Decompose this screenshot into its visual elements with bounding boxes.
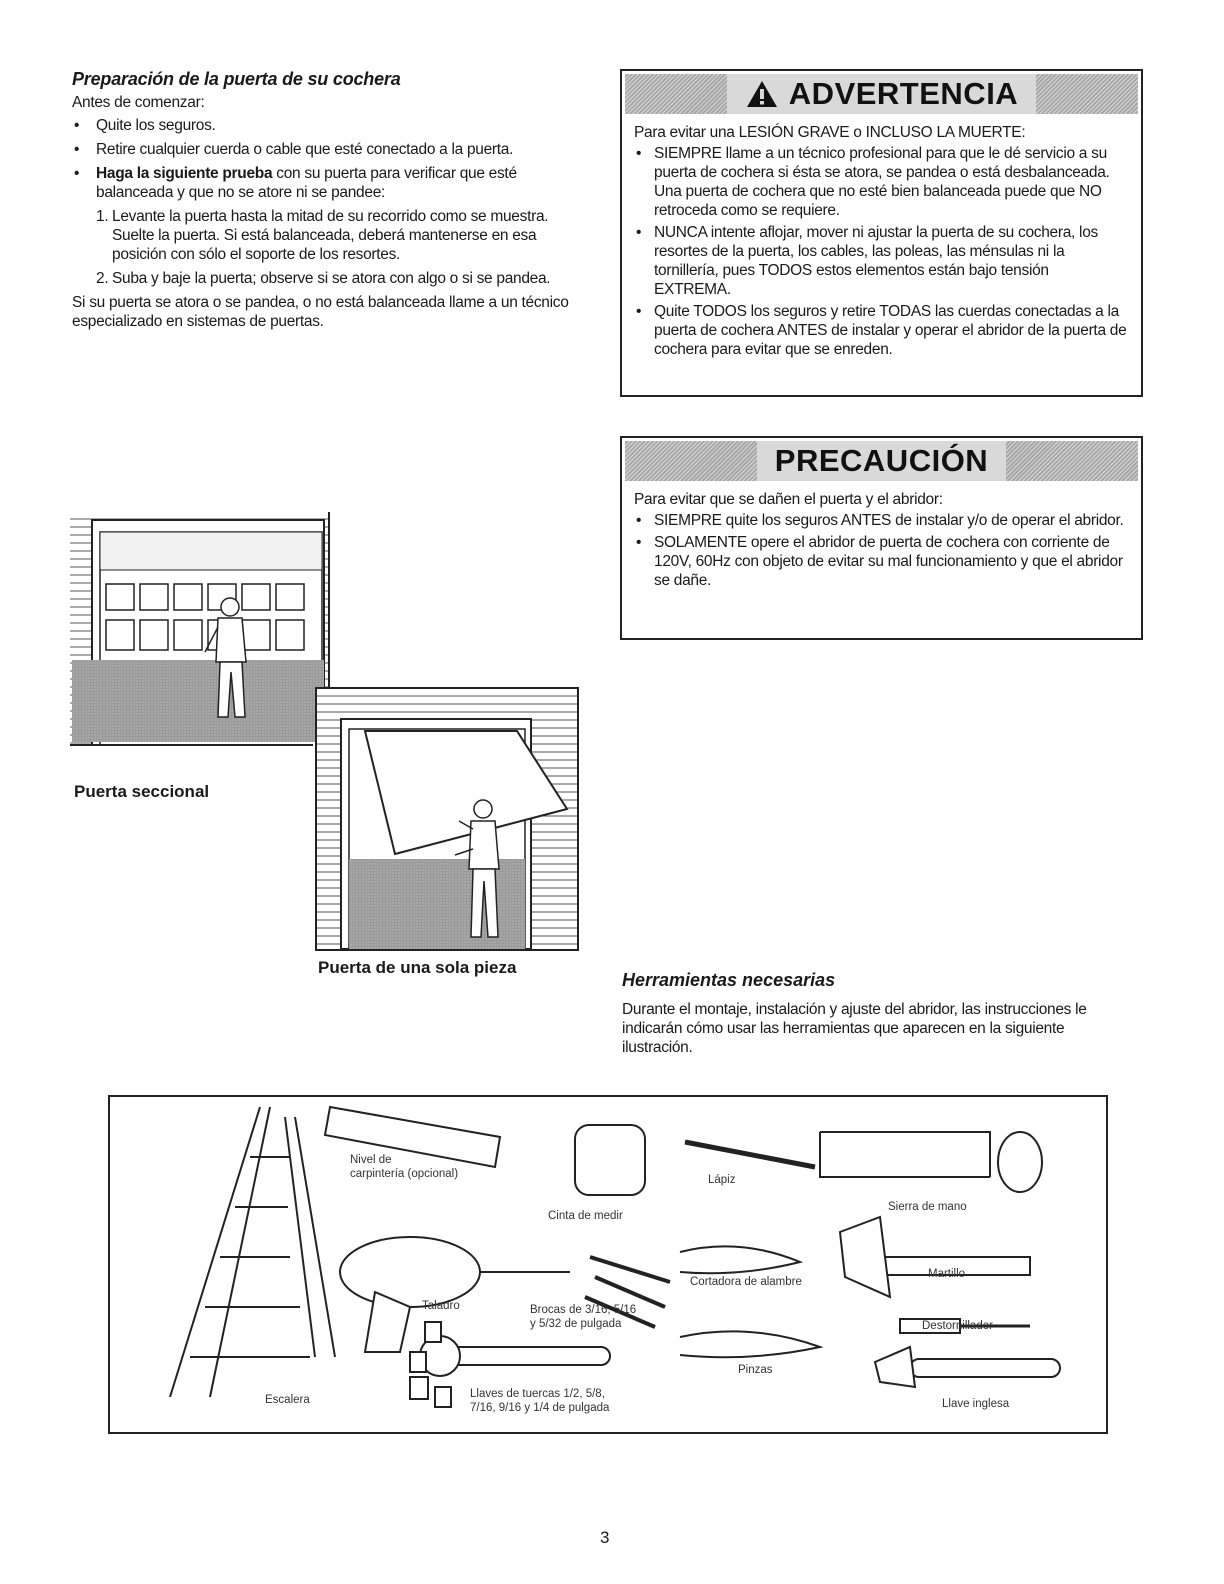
onepiece-caption: Puerta de una sola pieza [318,958,517,977]
drill-icon [340,1237,570,1352]
onepiece-door-illustration [315,687,579,951]
caution-title: PRECAUCIÓN [774,443,989,478]
prep-bullet: • Retire cualquier cuerda o cable que esté conectado a la puerta. [72,140,592,159]
sectional-caption: Puerta seccional [74,782,210,801]
warning-header [625,74,1138,114]
caution-box [620,436,1143,640]
onepiece-door-drawing [317,689,577,949]
cutter-label: Cortadora de alambre [690,1276,802,1288]
warning-list [634,144,1127,359]
prep-step [96,207,592,264]
tools-title: Herramientas necesarias [622,970,836,990]
caution-label [757,441,1006,481]
caution-list [634,511,1127,590]
prep-title: Preparación de la puerta de su cochera [72,69,401,89]
tools-drawing [110,1097,1106,1432]
caution-body [622,484,1141,603]
wrench-label: Llave inglesa [942,1398,1010,1410]
warning-triangle-icon [745,79,779,109]
pliers-label: Pinzas [738,1364,773,1376]
level-label-line: Nivel de [350,1154,392,1166]
bits-label-line: y 5/32 de pulgada [530,1318,622,1330]
warning-item: • Quite TODOS los seguros y retire TODAS las cuerdas conectadas a la puerta de cochera ANTES de instalar y operar el abridor de la puerta de cochera para evitar que se enreden. [634,302,1127,359]
socket-label-line: 7/16, 9/16 y 1/4 de pulgada [470,1402,610,1414]
prep-bullet-list [72,116,592,202]
saw-label: Sierra de mano [888,1201,967,1213]
tools-description: Durante el montaje, instalación y ajuste del abridor, las instrucciones le indicarán cómo usar las herramientas que aparecen en la siguiente ilustración. [622,1001,1087,1056]
socket-label [470,1387,609,1415]
tape-measure-icon [575,1125,645,1195]
prep-test-rest: con su puerta para verificar que esté balanceada y que no se atore ni se pandee: [96,165,517,201]
warning-item: • SIEMPRE llame a un técnico profesional para que le dé servicio a su puerta de cochera si ésta se atora, se pandea o está desbalanceada. Una puerta de cochera que no esté bien balanceada puede que NO retroceda como se requiere. [634,144,1127,220]
page-number: 3 [600,1528,610,1547]
warning-item: • NUNCA intente aflojar, mover ni ajustar la puerta de su cochera, los resortes de la puerta, los cables, las poleas, las ménsulas ni la tornillería, pues TODOS estos elementos están bajo tensión EXTREMA. [634,223,1127,299]
sectional-door-drawing [70,512,328,744]
step-number: 2. [96,270,109,287]
prep-bullet: • Quite los seguros. [72,116,592,135]
level-label-line: carpintería (opcional) [350,1168,459,1180]
bits-label [530,1303,636,1331]
prep-test-bold: Haga la siguiente prueba [96,165,273,182]
pencil-icon [685,1142,815,1167]
pliers-icon [680,1331,820,1357]
hammer-label: Martillo [928,1268,966,1280]
prep-step [96,269,592,288]
warning-box [620,69,1143,397]
warning-body [622,117,1141,372]
caution-item: • SOLAMENTE opere el abridor de puerta de cochera con corriente de 120V, 60Hz con objeto de evitar su mal funcionamiento y que el abridor se dañe. [634,533,1127,590]
prep-section [72,70,592,331]
hammer-icon [840,1217,1030,1297]
ladder-label: Escalera [265,1394,310,1406]
socket-label-line: Llaves de tuercas 1/2, 5/8, [470,1388,605,1400]
prep-bullet [72,164,592,202]
screwdriver-label: Destornillador [922,1320,993,1332]
frame-line [328,512,330,687]
wrench-icon [875,1347,1060,1387]
prep-closing: Si su puerta se atora o se pandea, o no está balanceada llame a un técnico especializado en sistemas de puertas. [72,294,569,330]
frame-line [70,744,313,746]
tape-label: Cinta de medir [548,1210,623,1222]
prep-steps [96,207,592,288]
pencil-label: Lápiz [708,1174,736,1186]
drill-label: Taladro [422,1300,460,1312]
step-text: Levante la puerta hasta la mitad de su recorrido como se muestra. Suelte la puerta. Si está balanceada, deberá mantenerse en esa posición con sólo el soporte de los resortes. [112,208,549,263]
warning-intro: Para evitar una LESIÓN GRAVE o INCLUSO LA MUERTE: [634,124,1026,141]
step-number: 1. [96,208,109,225]
hacksaw-icon [820,1132,990,1177]
tools-illustration [108,1095,1108,1434]
caution-intro: Para evitar que se dañen el puerta y el abridor: [634,491,943,508]
caution-item: • SIEMPRE quite los seguros ANTES de instalar y/o de operar el abridor. [634,511,1127,530]
bits-label-line: Brocas de 3/16, 5/16 [530,1304,637,1316]
caution-header [625,441,1138,481]
level-label [350,1153,458,1181]
warning-label [727,74,1036,114]
wire-cutter-icon [680,1246,800,1273]
prep-intro: Antes de comenzar: [72,94,205,111]
sectional-door-illustration [70,512,328,742]
ladder-icon [170,1107,335,1397]
warning-title: ADVERTENCIA [788,76,1019,111]
step-text: Suba y baje la puerta; observe si se atora con algo o si se pandea. [112,270,551,287]
